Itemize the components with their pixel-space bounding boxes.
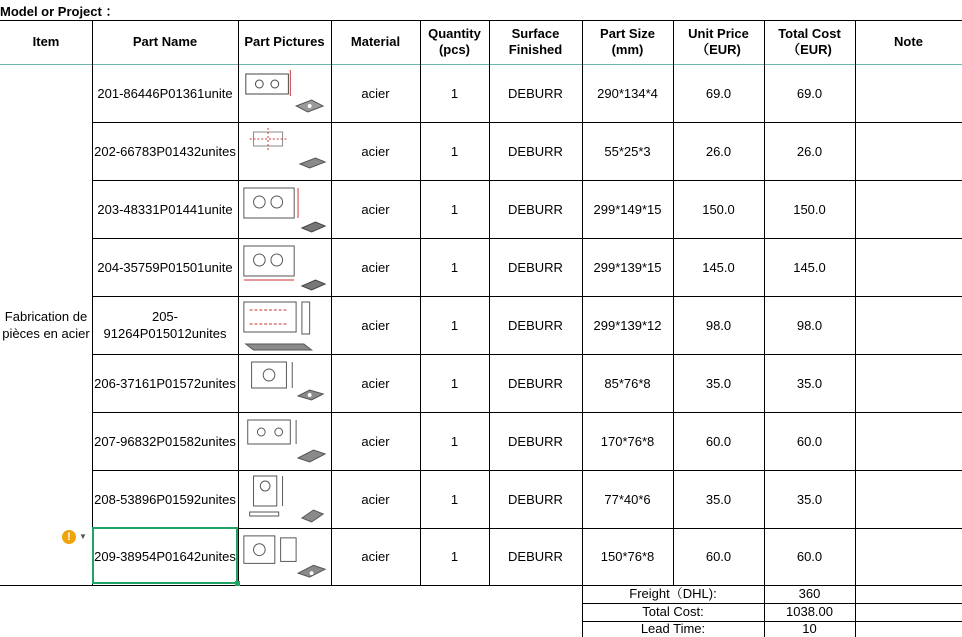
cell-unit-price[interactable]: 150.0 bbox=[702, 201, 735, 217]
cell-part-name[interactable]: 209-38954P01642unites bbox=[94, 549, 236, 564]
cell-note[interactable] bbox=[855, 412, 962, 470]
cell-total-cost[interactable]: 60.0 bbox=[796, 549, 823, 564]
cell-total-cost[interactable]: 145.0 bbox=[793, 259, 826, 275]
cell-size[interactable]: 77*40*6 bbox=[604, 491, 651, 507]
cell-quantity[interactable]: 1 bbox=[450, 491, 459, 507]
cell-part-name[interactable]: 203-48331P01441unite bbox=[97, 201, 233, 217]
part-picture[interactable] bbox=[240, 356, 329, 410]
cell-quantity[interactable]: 1 bbox=[450, 375, 459, 391]
active-cell-selection bbox=[92, 527, 238, 584]
cell-material[interactable]: acier bbox=[361, 375, 390, 391]
cell-size[interactable]: 299*149*15 bbox=[593, 201, 662, 217]
cell-part-name[interactable]: 208-53896P01592unites bbox=[94, 491, 236, 507]
cell-material[interactable]: acier bbox=[361, 259, 390, 275]
header-size[interactable]: Part Size (mm) bbox=[600, 26, 655, 57]
cell-part-name[interactable]: 207-96832P01582unites bbox=[94, 433, 236, 449]
cell-part-name[interactable]: 205- 91264P015012unites bbox=[103, 309, 227, 341]
header-unit-price[interactable]: Unit Price （EUR) bbox=[688, 26, 749, 57]
cell-material[interactable]: acier bbox=[361, 201, 390, 217]
warning-dropdown-caret-icon[interactable]: ▼ bbox=[79, 532, 87, 541]
cell-size[interactable]: 299*139*12 bbox=[593, 317, 662, 333]
cell-size[interactable]: 150*76*8 bbox=[600, 549, 655, 564]
cell-note[interactable] bbox=[855, 64, 962, 122]
selection-fill-handle[interactable] bbox=[235, 581, 240, 586]
cell-note[interactable] bbox=[855, 122, 962, 180]
cell-quantity[interactable]: 1 bbox=[450, 317, 459, 333]
cell-surface[interactable]: DEBURR bbox=[508, 375, 563, 391]
cell-surface[interactable]: DEBURR bbox=[508, 491, 563, 507]
cell-material[interactable]: acier bbox=[361, 85, 390, 101]
warning-icon[interactable]: ! bbox=[62, 530, 76, 544]
cell-unit-price[interactable]: 35.0 bbox=[705, 491, 732, 507]
header-part-name[interactable]: Part Name bbox=[132, 34, 198, 49]
item-group-cell[interactable]: Fabrication de pièces en acier bbox=[2, 308, 90, 341]
cell-surface[interactable]: DEBURR bbox=[508, 317, 563, 333]
part-picture[interactable] bbox=[240, 472, 329, 526]
cell-surface[interactable]: DEBURR bbox=[508, 549, 563, 564]
cell-material[interactable]: acier bbox=[361, 317, 390, 333]
cell-quantity[interactable]: 1 bbox=[450, 201, 459, 217]
cell-total-cost[interactable]: 98.0 bbox=[796, 317, 823, 333]
part-picture[interactable] bbox=[240, 124, 329, 178]
cell-total-cost[interactable]: 35.0 bbox=[796, 375, 823, 391]
cell-part-name[interactable]: 201-86446P01361unite bbox=[97, 85, 233, 101]
part-picture[interactable] bbox=[240, 530, 329, 583]
part-picture[interactable] bbox=[240, 240, 329, 294]
cell-surface[interactable]: DEBURR bbox=[508, 433, 563, 449]
summary-label[interactable]: Lead Time: bbox=[640, 621, 706, 636]
header-material[interactable]: Material bbox=[350, 34, 401, 49]
cell-surface[interactable]: DEBURR bbox=[508, 143, 563, 159]
column-divider bbox=[238, 64, 239, 585]
cell-surface[interactable]: DEBURR bbox=[508, 85, 563, 101]
cell-total-cost[interactable]: 69.0 bbox=[796, 85, 823, 101]
cell-part-name[interactable]: 204-35759P01501unite bbox=[97, 259, 233, 275]
cell-part-name[interactable]: 206-37161P01572unites bbox=[94, 375, 236, 391]
header-quantity[interactable]: Quantity (pcs) bbox=[428, 26, 481, 57]
cell-note[interactable] bbox=[855, 528, 962, 585]
cell-unit-price[interactable]: 35.0 bbox=[705, 375, 732, 391]
header-part-pictures[interactable]: Part Pictures bbox=[244, 34, 325, 49]
cell-quantity[interactable]: 1 bbox=[450, 85, 459, 101]
cell-size[interactable]: 85*76*8 bbox=[604, 375, 651, 391]
cell-note[interactable] bbox=[855, 354, 962, 412]
cell-size[interactable]: 55*25*3 bbox=[604, 143, 651, 159]
cell-size[interactable]: 299*139*15 bbox=[593, 259, 662, 275]
cell-note[interactable] bbox=[855, 470, 962, 528]
cell-material[interactable]: acier bbox=[361, 433, 390, 449]
cell-quantity[interactable]: 1 bbox=[450, 143, 459, 159]
summary-value[interactable]: 1038.00 bbox=[786, 604, 833, 619]
cell-quantity[interactable]: 1 bbox=[450, 433, 459, 449]
cell-surface[interactable]: DEBURR bbox=[508, 259, 563, 275]
cell-material[interactable]: acier bbox=[361, 143, 390, 159]
cell-unit-price[interactable]: 69.0 bbox=[705, 85, 732, 101]
cell-total-cost[interactable]: 150.0 bbox=[793, 201, 826, 217]
part-picture[interactable] bbox=[240, 298, 329, 352]
cell-material[interactable]: acier bbox=[361, 491, 390, 507]
cell-total-cost[interactable]: 26.0 bbox=[796, 143, 823, 159]
sheet-title: Model or Project ： bbox=[0, 4, 119, 19]
cell-quantity[interactable]: 1 bbox=[450, 259, 459, 275]
summary-divider bbox=[855, 585, 856, 637]
cell-unit-price[interactable]: 60.0 bbox=[705, 549, 732, 564]
cell-total-cost[interactable]: 60.0 bbox=[796, 433, 823, 449]
cell-quantity[interactable]: 1 bbox=[450, 549, 459, 564]
summary-label[interactable]: Freight（DHL): bbox=[629, 586, 717, 601]
cell-note[interactable] bbox=[855, 238, 962, 296]
cell-note[interactable] bbox=[855, 296, 962, 354]
summary-value[interactable]: 360 bbox=[798, 586, 821, 601]
header-note[interactable]: Note bbox=[894, 34, 923, 49]
cell-size[interactable]: 290*134*4 bbox=[597, 85, 658, 101]
cell-total-cost[interactable]: 35.0 bbox=[796, 491, 823, 507]
part-picture[interactable] bbox=[240, 182, 329, 236]
cell-unit-price[interactable]: 60.0 bbox=[705, 433, 732, 449]
header-item[interactable]: Item bbox=[32, 34, 60, 49]
cell-surface[interactable]: DEBURR bbox=[508, 201, 563, 217]
part-picture[interactable] bbox=[240, 414, 329, 468]
summary-value[interactable]: 10 bbox=[802, 621, 817, 636]
cell-unit-price[interactable]: 26.0 bbox=[705, 143, 732, 159]
cell-size[interactable]: 170*76*8 bbox=[600, 433, 655, 449]
cell-unit-price[interactable]: 145.0 bbox=[702, 259, 735, 275]
header-surface[interactable]: Surface Finished bbox=[508, 26, 563, 57]
cell-unit-price[interactable]: 98.0 bbox=[705, 317, 732, 333]
cell-part-name[interactable]: 202-66783P01432unites bbox=[94, 143, 236, 159]
summary-label[interactable]: Total Cost: bbox=[642, 604, 704, 619]
cell-material[interactable]: acier bbox=[361, 549, 390, 564]
cell-note[interactable] bbox=[855, 180, 962, 238]
header-total-cost[interactable]: Total Cost （EUR) bbox=[778, 26, 841, 57]
part-picture[interactable] bbox=[240, 66, 329, 120]
